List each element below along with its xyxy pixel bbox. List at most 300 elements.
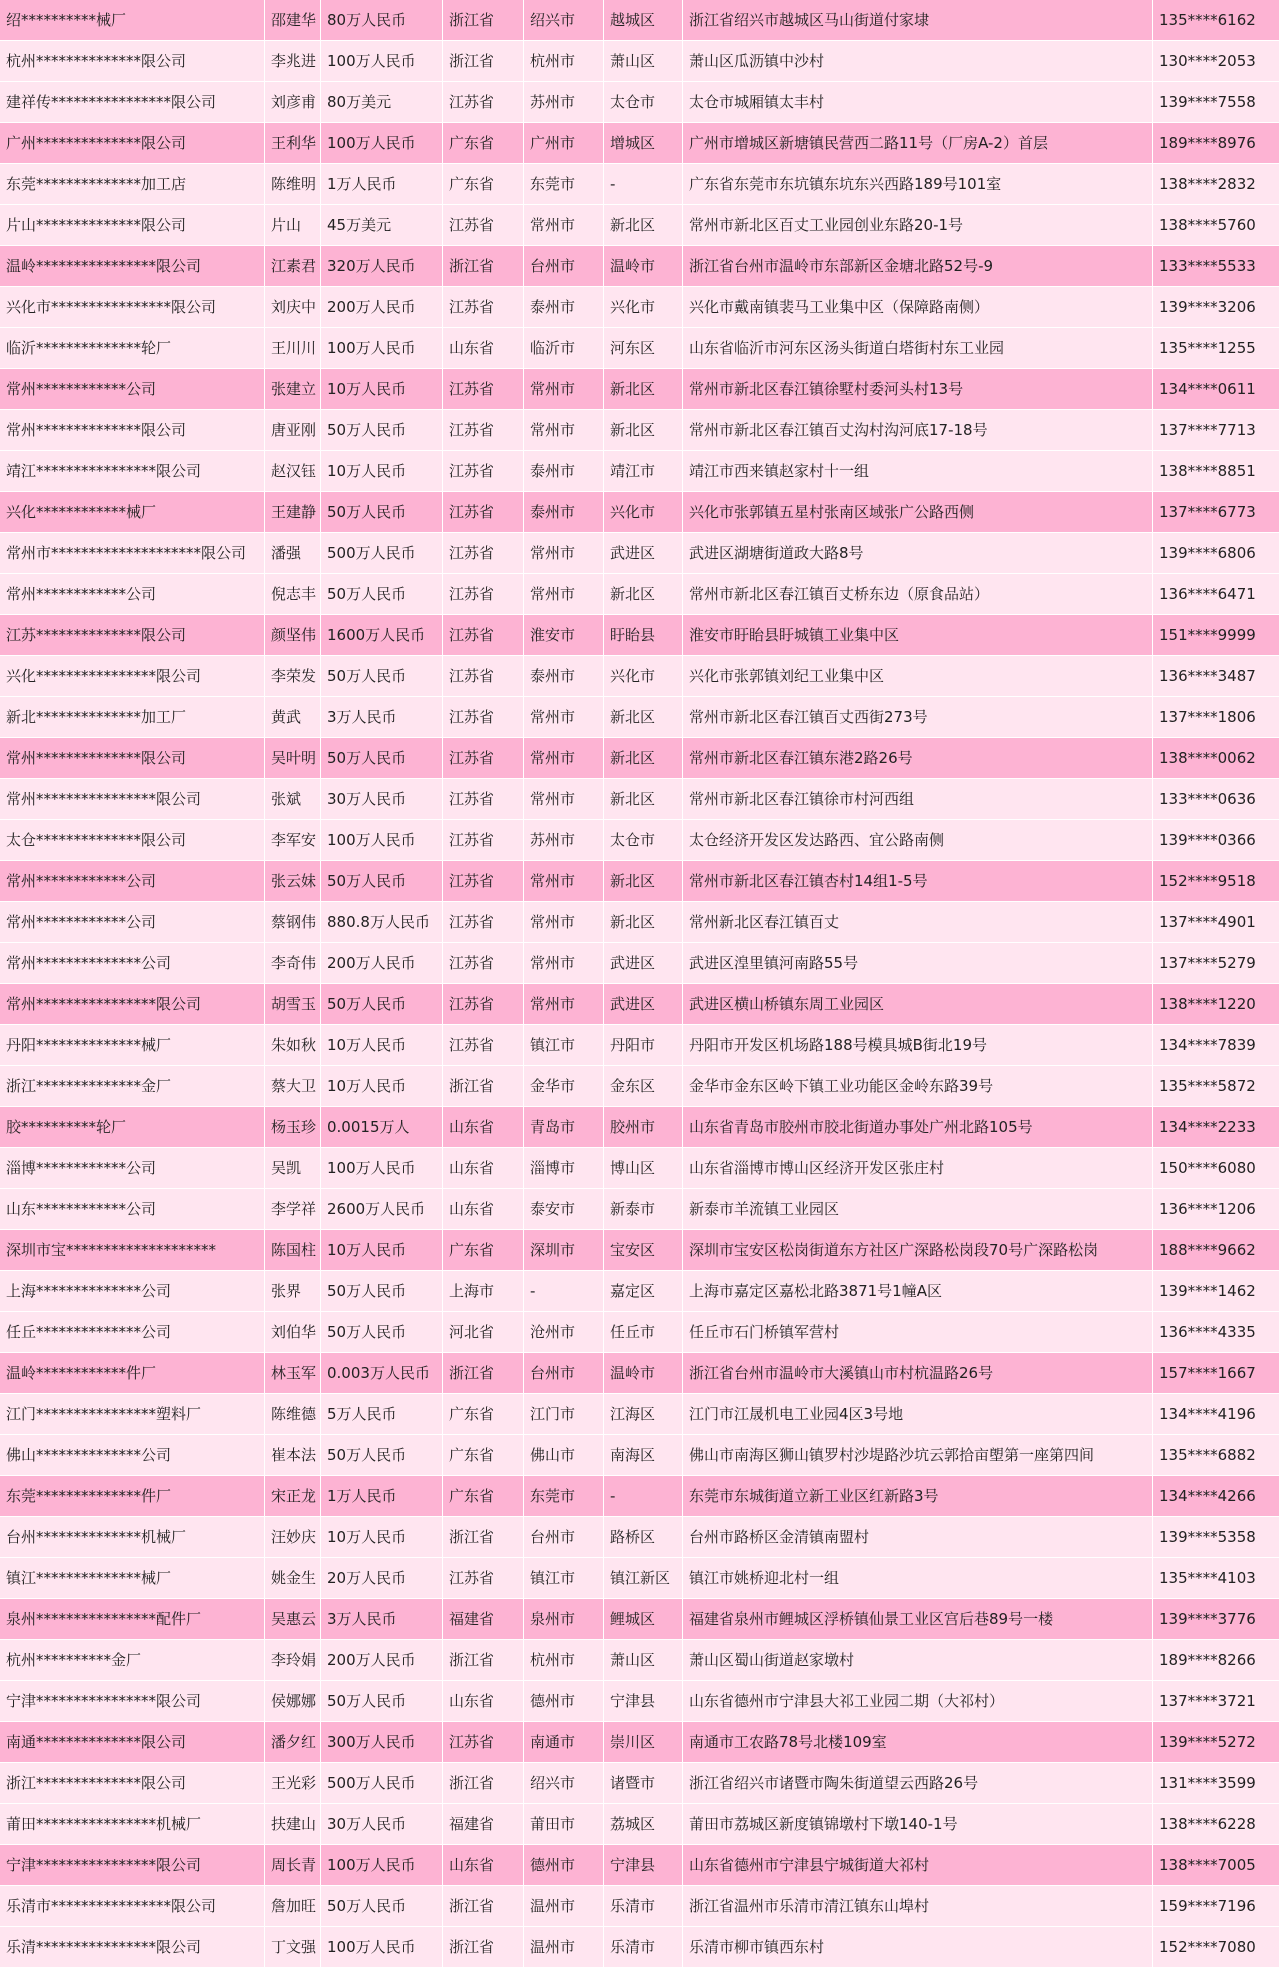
district-cell: 萧山区 [604, 1640, 683, 1681]
registered-capital-cell: 200万人民币 [321, 287, 443, 328]
city-cell: 泰州市 [524, 492, 604, 533]
phone-cell: 138****7005 [1153, 1845, 1280, 1886]
registered-capital-cell: 10万人民币 [321, 1066, 443, 1107]
address-cell: 丹阳市开发区机场路188号模具城B街北19号 [683, 1025, 1153, 1066]
province-cell: 广东省 [443, 1230, 524, 1271]
province-cell: 浙江省 [443, 1763, 524, 1804]
city-cell: 东莞市 [524, 1476, 604, 1517]
city-cell: 常州市 [524, 533, 604, 574]
phone-cell: 137****1806 [1153, 697, 1280, 738]
registered-capital-cell: 10万人民币 [321, 1230, 443, 1271]
phone-cell: 137****6773 [1153, 492, 1280, 533]
address-cell: 江门市江晟机电工业园4区3号地 [683, 1394, 1153, 1435]
city-cell: 常州市 [524, 902, 604, 943]
company-name-cell: 常州************公司 [0, 902, 265, 943]
phone-cell: 136****1206 [1153, 1189, 1280, 1230]
phone-cell: 138****5760 [1153, 205, 1280, 246]
company-name-cell: 杭州**********金厂 [0, 1640, 265, 1681]
province-cell: 山东省 [443, 328, 524, 369]
province-cell: 浙江省 [443, 1517, 524, 1558]
legal-person-cell: 吴叶明 [265, 738, 321, 779]
city-cell: 常州市 [524, 984, 604, 1025]
city-cell: 常州市 [524, 697, 604, 738]
registered-capital-cell: 50万人民币 [321, 492, 443, 533]
district-cell: 乐清市 [604, 1886, 683, 1927]
company-name-cell: 山东************公司 [0, 1189, 265, 1230]
registered-capital-cell: 10万人民币 [321, 1025, 443, 1066]
table-row [0, 574, 1280, 615]
city-cell: 镇江市 [524, 1025, 604, 1066]
registered-capital-cell: 3万人民币 [321, 1599, 443, 1640]
registered-capital-cell: 50万人民币 [321, 984, 443, 1025]
phone-cell: 189****8266 [1153, 1640, 1280, 1681]
province-cell: 浙江省 [443, 1927, 524, 1968]
legal-person-cell: 朱如秋 [265, 1025, 321, 1066]
phone-cell: 136****3487 [1153, 656, 1280, 697]
province-cell: 浙江省 [443, 41, 524, 82]
province-cell: 浙江省 [443, 1640, 524, 1681]
registered-capital-cell: 880.8万人民币 [321, 902, 443, 943]
table-row [0, 820, 1280, 861]
address-cell: 金华市金东区岭下镇工业功能区金岭东路39号 [683, 1066, 1153, 1107]
city-cell: 苏州市 [524, 82, 604, 123]
legal-person-cell: 崔本法 [265, 1435, 321, 1476]
legal-person-cell: 赵汉钰 [265, 451, 321, 492]
city-cell: 温州市 [524, 1927, 604, 1968]
city-cell: 佛山市 [524, 1435, 604, 1476]
table-row [0, 615, 1280, 656]
phone-cell: 136****6471 [1153, 574, 1280, 615]
legal-person-cell: 林玉军 [265, 1353, 321, 1394]
registered-capital-cell: 300万人民币 [321, 1722, 443, 1763]
province-cell: 浙江省 [443, 1066, 524, 1107]
city-cell: 东莞市 [524, 164, 604, 205]
phone-cell: 137****3721 [1153, 1681, 1280, 1722]
company-name-cell: 莆田****************机械厂 [0, 1804, 265, 1845]
district-cell: 任丘市 [604, 1312, 683, 1353]
province-cell: 江苏省 [443, 738, 524, 779]
address-cell: 东莞市东城街道立新工业区红新路3号 [683, 1476, 1153, 1517]
registered-capital-cell: 5万人民币 [321, 1394, 443, 1435]
legal-person-cell: 王光彩 [265, 1763, 321, 1804]
legal-person-cell: 刘庆中 [265, 287, 321, 328]
address-cell: 萧山区蜀山街道赵家墩村 [683, 1640, 1153, 1681]
address-cell: 太仓市城厢镇太丰村 [683, 82, 1153, 123]
district-cell: 金东区 [604, 1066, 683, 1107]
address-cell: 新泰市羊流镇工业园区 [683, 1189, 1153, 1230]
address-cell: 武进区横山桥镇东周工业园区 [683, 984, 1153, 1025]
district-cell: 武进区 [604, 943, 683, 984]
address-cell: 靖江市西来镇赵家村十一组 [683, 451, 1153, 492]
phone-cell: 157****1667 [1153, 1353, 1280, 1394]
registered-capital-cell: 3万人民币 [321, 697, 443, 738]
table-row [0, 533, 1280, 574]
company-name-cell: 宁津****************限公司 [0, 1681, 265, 1722]
address-cell: 佛山市南海区狮山镇罗村沙堤路沙坑云郭拾亩塱第一座第四间 [683, 1435, 1153, 1476]
legal-person-cell: 倪志丰 [265, 574, 321, 615]
table-row [0, 943, 1280, 984]
company-name-cell: 温岭************件厂 [0, 1353, 265, 1394]
city-cell: 台州市 [524, 1353, 604, 1394]
company-name-cell: 淄博************公司 [0, 1148, 265, 1189]
company-name-cell: 常州**************限公司 [0, 410, 265, 451]
address-cell: 太仓经济开发区发达路西、宜公路南侧 [683, 820, 1153, 861]
company-name-cell: 兴化****************限公司 [0, 656, 265, 697]
company-name-cell: 浙江**************金厂 [0, 1066, 265, 1107]
district-cell: 南海区 [604, 1435, 683, 1476]
table-row [0, 656, 1280, 697]
registered-capital-cell: 0.0015万人 [321, 1107, 443, 1148]
city-cell: 温州市 [524, 1886, 604, 1927]
district-cell: 新北区 [604, 738, 683, 779]
company-name-cell: 泉州****************配件厂 [0, 1599, 265, 1640]
address-cell: 常州市新北区春江镇东港2路26号 [683, 738, 1153, 779]
address-cell: 常州市新北区春江镇杏村14组1-5号 [683, 861, 1153, 902]
legal-person-cell: 姚金生 [265, 1558, 321, 1599]
table-row [0, 41, 1280, 82]
legal-person-cell: 陈国柱 [265, 1230, 321, 1271]
table-row [0, 410, 1280, 451]
phone-cell: 133****5533 [1153, 246, 1280, 287]
table-row [0, 123, 1280, 164]
table-row [0, 328, 1280, 369]
province-cell: 江苏省 [443, 410, 524, 451]
table-row [0, 1189, 1280, 1230]
address-cell: 浙江省台州市温岭市大溪镇山市村杭温路26号 [683, 1353, 1153, 1394]
company-name-cell: 片山**************限公司 [0, 205, 265, 246]
registered-capital-cell: 50万人民币 [321, 738, 443, 779]
phone-cell: 138****6228 [1153, 1804, 1280, 1845]
registered-capital-cell: 50万人民币 [321, 1435, 443, 1476]
province-cell: 江苏省 [443, 451, 524, 492]
address-cell: 莆田市荔城区新度镇锦墩村下墩140-1号 [683, 1804, 1153, 1845]
city-cell: 台州市 [524, 246, 604, 287]
legal-person-cell: 陈维明 [265, 164, 321, 205]
city-cell: 绍兴市 [524, 0, 604, 41]
province-cell: 江苏省 [443, 287, 524, 328]
district-cell: 新北区 [604, 861, 683, 902]
company-name-cell: 东莞**************件厂 [0, 1476, 265, 1517]
table-row [0, 779, 1280, 820]
province-cell: 浙江省 [443, 1886, 524, 1927]
city-cell: 泰州市 [524, 287, 604, 328]
legal-person-cell: 张云妹 [265, 861, 321, 902]
address-cell: 常州市新北区春江镇百丈沟村沟河底17-18号 [683, 410, 1153, 451]
province-cell: 江苏省 [443, 574, 524, 615]
table-row [0, 1845, 1280, 1886]
district-cell: 温岭市 [604, 246, 683, 287]
phone-cell: 151****9999 [1153, 615, 1280, 656]
legal-person-cell: 李玲娟 [265, 1640, 321, 1681]
province-cell: 广东省 [443, 1394, 524, 1435]
district-cell: 新北区 [604, 902, 683, 943]
company-name-cell: 常州****************限公司 [0, 984, 265, 1025]
registered-capital-cell: 200万人民币 [321, 1640, 443, 1681]
table-row [0, 1517, 1280, 1558]
address-cell: 山东省德州市宁津县大祁工业园二期（大祁村） [683, 1681, 1153, 1722]
registered-capital-cell: 50万人民币 [321, 1886, 443, 1927]
company-name-cell: 佛山**************公司 [0, 1435, 265, 1476]
province-cell: 江苏省 [443, 820, 524, 861]
address-cell: 深圳市宝安区松岗街道东方社区广深路松岗段70号广深路松岗 [683, 1230, 1153, 1271]
phone-cell: 131****3599 [1153, 1763, 1280, 1804]
registered-capital-cell: 2600万人民币 [321, 1189, 443, 1230]
city-cell: 常州市 [524, 574, 604, 615]
city-cell: 德州市 [524, 1845, 604, 1886]
province-cell: 浙江省 [443, 0, 524, 41]
legal-person-cell: 张界 [265, 1271, 321, 1312]
company-name-cell: 常州**************公司 [0, 943, 265, 984]
address-cell: 山东省淄博市博山区经济开发区张庄村 [683, 1148, 1153, 1189]
table-row [0, 1927, 1280, 1968]
address-cell: 兴化市张郭镇五星村张南区域张广公路西侧 [683, 492, 1153, 533]
address-cell: 常州市新北区春江镇徐墅村委河头村13号 [683, 369, 1153, 410]
province-cell: 广东省 [443, 1476, 524, 1517]
legal-person-cell: 王川川 [265, 328, 321, 369]
phone-cell: 138****8851 [1153, 451, 1280, 492]
phone-cell: 139****5358 [1153, 1517, 1280, 1558]
city-cell: 常州市 [524, 410, 604, 451]
city-cell: 临沂市 [524, 328, 604, 369]
phone-cell: 133****0636 [1153, 779, 1280, 820]
city-cell: 镇江市 [524, 1558, 604, 1599]
province-cell: 山东省 [443, 1845, 524, 1886]
phone-cell: 134****4196 [1153, 1394, 1280, 1435]
table-row [0, 1353, 1280, 1394]
phone-cell: 135****6882 [1153, 1435, 1280, 1476]
company-name-cell: 宁津****************限公司 [0, 1845, 265, 1886]
city-cell: 德州市 [524, 1681, 604, 1722]
table-row [0, 1804, 1280, 1845]
legal-person-cell: 蔡钢伟 [265, 902, 321, 943]
province-cell: 福建省 [443, 1599, 524, 1640]
district-cell: 新北区 [604, 369, 683, 410]
province-cell: 山东省 [443, 1681, 524, 1722]
address-cell: 山东省德州市宁津县宁城街道大祁村 [683, 1845, 1153, 1886]
phone-cell: 134****2233 [1153, 1107, 1280, 1148]
registered-capital-cell: 10万人民币 [321, 1517, 443, 1558]
district-cell: 太仓市 [604, 820, 683, 861]
province-cell: 山东省 [443, 1107, 524, 1148]
phone-cell: 188****9662 [1153, 1230, 1280, 1271]
district-cell: 新泰市 [604, 1189, 683, 1230]
district-cell: 胶州市 [604, 1107, 683, 1148]
table-row [0, 1025, 1280, 1066]
table-row [0, 697, 1280, 738]
company-name-cell: 常州市********************限公司 [0, 533, 265, 574]
address-cell: 浙江省台州市温岭市东部新区金塘北路52号-9 [683, 246, 1153, 287]
city-cell: 泉州市 [524, 1599, 604, 1640]
company-name-cell: 太仓**************限公司 [0, 820, 265, 861]
province-cell: 江苏省 [443, 1025, 524, 1066]
district-cell: 武进区 [604, 984, 683, 1025]
address-cell: 南通市工农路78号北楼109室 [683, 1722, 1153, 1763]
province-cell: 江苏省 [443, 861, 524, 902]
district-cell: 新北区 [604, 779, 683, 820]
district-cell: 萧山区 [604, 41, 683, 82]
legal-person-cell: 潘强 [265, 533, 321, 574]
phone-cell: 150****6080 [1153, 1148, 1280, 1189]
province-cell: 江苏省 [443, 82, 524, 123]
city-cell: 杭州市 [524, 41, 604, 82]
city-cell: 常州市 [524, 369, 604, 410]
district-cell: - [604, 1476, 683, 1517]
company-name-cell: 浙江**************限公司 [0, 1763, 265, 1804]
legal-person-cell: 王利华 [265, 123, 321, 164]
registered-capital-cell: 50万人民币 [321, 410, 443, 451]
company-name-cell: 上海**************公司 [0, 1271, 265, 1312]
company-name-cell: 江苏**************限公司 [0, 615, 265, 656]
company-name-cell: 江门****************塑料厂 [0, 1394, 265, 1435]
city-cell: 常州市 [524, 738, 604, 779]
address-cell: 常州新北区春江镇百丈 [683, 902, 1153, 943]
province-cell: 浙江省 [443, 1353, 524, 1394]
address-cell: 山东省青岛市胶州市胶北街道办事处广州北路105号 [683, 1107, 1153, 1148]
province-cell: 江苏省 [443, 369, 524, 410]
phone-cell: 135****5872 [1153, 1066, 1280, 1107]
address-cell: 兴化市张郭镇刘纪工业集中区 [683, 656, 1153, 697]
registered-capital-cell: 50万人民币 [321, 656, 443, 697]
province-cell: 上海市 [443, 1271, 524, 1312]
address-cell: 台州市路桥区金清镇南盟村 [683, 1517, 1153, 1558]
province-cell: 江苏省 [443, 902, 524, 943]
district-cell: 新北区 [604, 574, 683, 615]
address-cell: 广州市增城区新塘镇民营西二路11号（厂房A-2）首层 [683, 123, 1153, 164]
phone-cell: 139****1462 [1153, 1271, 1280, 1312]
registered-capital-cell: 200万人民币 [321, 943, 443, 984]
company-name-cell: 常州**************限公司 [0, 738, 265, 779]
address-cell: 常州市新北区春江镇百丈桥东边（原食品站） [683, 574, 1153, 615]
city-cell: 泰州市 [524, 451, 604, 492]
table-row [0, 82, 1280, 123]
province-cell: 浙江省 [443, 246, 524, 287]
legal-person-cell: 詹加旺 [265, 1886, 321, 1927]
address-cell: 萧山区瓜沥镇中沙村 [683, 41, 1153, 82]
registered-capital-cell: 100万人民币 [321, 1927, 443, 1968]
address-cell: 广东省东莞市东坑镇东坑东兴西路189号101室 [683, 164, 1153, 205]
phone-cell: 138****0062 [1153, 738, 1280, 779]
legal-person-cell: 宋正龙 [265, 1476, 321, 1517]
address-cell: 镇江市姚桥迎北村一组 [683, 1558, 1153, 1599]
city-cell: 苏州市 [524, 820, 604, 861]
table-row [0, 1312, 1280, 1353]
phone-cell: 134****4266 [1153, 1476, 1280, 1517]
phone-cell: 135****6162 [1153, 0, 1280, 41]
province-cell: 江苏省 [443, 656, 524, 697]
company-name-cell: 乐清市****************限公司 [0, 1886, 265, 1927]
phone-cell: 134****7839 [1153, 1025, 1280, 1066]
table-row [0, 1107, 1280, 1148]
district-cell: 崇川区 [604, 1722, 683, 1763]
legal-person-cell: 周长青 [265, 1845, 321, 1886]
district-cell: - [604, 164, 683, 205]
registered-capital-cell: 100万人民币 [321, 328, 443, 369]
table-row [0, 738, 1280, 779]
table-row [0, 492, 1280, 533]
legal-person-cell: 邵建华 [265, 0, 321, 41]
table-row [0, 984, 1280, 1025]
phone-cell: 134****0611 [1153, 369, 1280, 410]
phone-cell: 159****7196 [1153, 1886, 1280, 1927]
registered-capital-cell: 320万人民币 [321, 246, 443, 287]
phone-cell: 139****7558 [1153, 82, 1280, 123]
company-name-cell: 南通**************限公司 [0, 1722, 265, 1763]
legal-person-cell: 王建静 [265, 492, 321, 533]
company-name-cell: 常州************公司 [0, 369, 265, 410]
district-cell: 宁津县 [604, 1681, 683, 1722]
address-cell: 常州市新北区春江镇百丈西街273号 [683, 697, 1153, 738]
table-row [0, 1558, 1280, 1599]
city-cell: - [524, 1271, 604, 1312]
company-name-cell: 广州**************限公司 [0, 123, 265, 164]
province-cell: 广东省 [443, 123, 524, 164]
city-cell: 台州市 [524, 1517, 604, 1558]
table-row [0, 1886, 1280, 1927]
registered-capital-cell: 100万人民币 [321, 1148, 443, 1189]
legal-person-cell: 吴凯 [265, 1148, 321, 1189]
table-row [0, 1599, 1280, 1640]
table-row [0, 1681, 1280, 1722]
legal-person-cell: 江素君 [265, 246, 321, 287]
legal-person-cell: 李奇伟 [265, 943, 321, 984]
province-cell: 江苏省 [443, 1558, 524, 1599]
city-cell: 泰安市 [524, 1189, 604, 1230]
table-row [0, 164, 1280, 205]
registered-capital-cell: 50万人民币 [321, 861, 443, 902]
company-name-cell: 兴化************械厂 [0, 492, 265, 533]
company-name-cell: 台州**************机械厂 [0, 1517, 265, 1558]
registered-capital-cell: 80万美元 [321, 82, 443, 123]
city-cell: 金华市 [524, 1066, 604, 1107]
table-row [0, 1763, 1280, 1804]
legal-person-cell: 杨玉珍 [265, 1107, 321, 1148]
phone-cell: 135****1255 [1153, 328, 1280, 369]
city-cell: 深圳市 [524, 1230, 604, 1271]
district-cell: 丹阳市 [604, 1025, 683, 1066]
province-cell: 广东省 [443, 1435, 524, 1476]
legal-person-cell: 刘彦甫 [265, 82, 321, 123]
district-cell: 温岭市 [604, 1353, 683, 1394]
phone-cell: 130****2053 [1153, 41, 1280, 82]
company-name-cell: 靖江****************限公司 [0, 451, 265, 492]
province-cell: 江苏省 [443, 533, 524, 574]
registered-capital-cell: 100万人民币 [321, 41, 443, 82]
phone-cell: 135****4103 [1153, 1558, 1280, 1599]
registered-capital-cell: 20万人民币 [321, 1558, 443, 1599]
legal-person-cell: 李军安 [265, 820, 321, 861]
table-row [0, 1148, 1280, 1189]
city-cell: 南通市 [524, 1722, 604, 1763]
legal-person-cell: 李兆进 [265, 41, 321, 82]
district-cell: 越城区 [604, 0, 683, 41]
address-cell: 武进区湟里镇河南路55号 [683, 943, 1153, 984]
district-cell: 新北区 [604, 205, 683, 246]
district-cell: 宝安区 [604, 1230, 683, 1271]
city-cell: 绍兴市 [524, 1763, 604, 1804]
district-cell: 博山区 [604, 1148, 683, 1189]
registered-capital-cell: 30万人民币 [321, 1804, 443, 1845]
table-row [0, 1476, 1280, 1517]
phone-cell: 139****3206 [1153, 287, 1280, 328]
company-name-cell: 深圳市宝******************** [0, 1230, 265, 1271]
registered-capital-cell: 10万人民币 [321, 451, 443, 492]
district-cell: 宁津县 [604, 1845, 683, 1886]
company-name-cell: 温岭****************限公司 [0, 246, 265, 287]
phone-cell: 152****7080 [1153, 1927, 1280, 1968]
legal-person-cell: 刘伯华 [265, 1312, 321, 1353]
legal-person-cell: 黄武 [265, 697, 321, 738]
district-cell: 兴化市 [604, 492, 683, 533]
